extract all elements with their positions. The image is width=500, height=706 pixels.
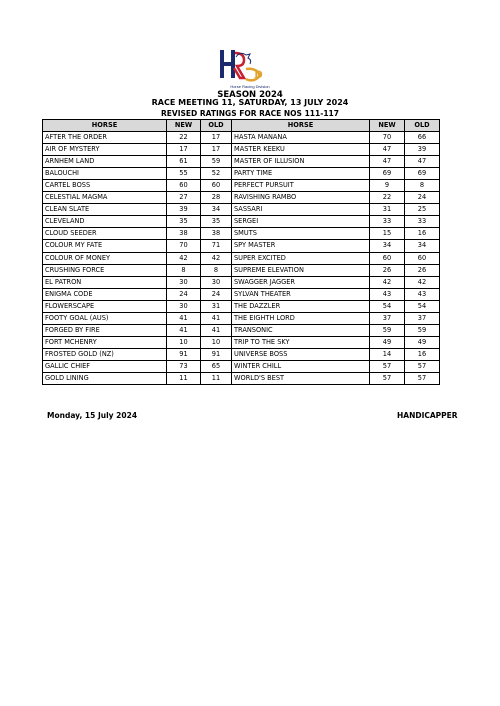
old-rating-left: 11 — [201, 372, 232, 384]
horse-name-left: ARNHEM LAND — [43, 156, 167, 168]
old-rating-right: 49 — [405, 336, 440, 348]
old-rating-left: 41 — [201, 324, 232, 336]
horse-name-right: MASTER KEEKU — [232, 144, 370, 156]
old-rating-left: 28 — [201, 192, 232, 204]
horse-name-right: MASTER OF ILLUSION — [232, 156, 370, 168]
old-rating-left: 38 — [201, 228, 232, 240]
old-rating-left: 41 — [201, 312, 232, 324]
horse-name-left: COLOUR MY FATE — [43, 240, 167, 252]
old-rating-right: 42 — [405, 276, 440, 288]
new-rating-right: 60 — [370, 252, 405, 264]
table-row — [43, 132, 440, 144]
horse-name-left: GALLIC CHIEF — [43, 360, 167, 372]
table-row — [43, 312, 440, 324]
meeting-title: RACE MEETING 11, SATURDAY, 13 JULY 2024 — [151, 98, 349, 107]
column-header-old-right: OLD — [405, 120, 440, 132]
horse-name-left: ENIGMA CODE — [43, 288, 167, 300]
new-rating-right: 42 — [370, 276, 405, 288]
horse-name-right: TRIP TO THE SKY — [232, 336, 370, 348]
old-rating-right: 43 — [405, 288, 440, 300]
new-rating-right: 47 — [370, 156, 405, 168]
horse-name-right: SWAGGER JAGGER — [232, 276, 370, 288]
old-rating-left: 91 — [201, 348, 232, 360]
column-header-new-right: NEW — [370, 120, 405, 132]
old-rating-left: 52 — [201, 168, 232, 180]
horse-name-left: BALOUCHI — [43, 168, 167, 180]
horse-name-right: SASSARI — [232, 204, 370, 216]
table-row — [43, 288, 440, 300]
horse-name-left: COLOUR OF MONEY — [43, 252, 167, 264]
old-rating-left: 17 — [201, 144, 232, 156]
season-title: SEASON 2024 — [217, 90, 283, 100]
new-rating-right: 37 — [370, 312, 405, 324]
table-row — [43, 216, 440, 228]
old-rating-left: 35 — [201, 216, 232, 228]
new-rating-left: 11 — [167, 372, 201, 384]
old-rating-left: 34 — [201, 204, 232, 216]
old-rating-right: 57 — [405, 372, 440, 384]
table-row — [43, 156, 440, 168]
table-row — [43, 252, 440, 264]
new-rating-left: 41 — [167, 324, 201, 336]
horse-name-right: WORLD'S BEST — [232, 372, 370, 384]
column-header-horse-left: HORSE — [43, 120, 167, 132]
horse-name-left: CELESTIAL MAGMA — [43, 192, 167, 204]
new-rating-right: 31 — [370, 204, 405, 216]
horse-name-right: UNIVERSE BOSS — [232, 348, 370, 360]
old-rating-right: 16 — [405, 228, 440, 240]
table-row — [43, 300, 440, 312]
column-header-new-left: NEW — [167, 120, 201, 132]
new-rating-right: 47 — [370, 144, 405, 156]
table-row — [43, 240, 440, 252]
new-rating-left: 73 — [167, 360, 201, 372]
new-rating-right: 57 — [370, 372, 405, 384]
old-rating-right: 33 — [405, 216, 440, 228]
horse-name-right: SUPER EXCITED — [232, 252, 370, 264]
old-rating-right: 47 — [405, 156, 440, 168]
horse-name-left: FLOWERSCAPE — [43, 300, 167, 312]
horse-name-left: CLEVELAND — [43, 216, 167, 228]
table-row — [43, 336, 440, 348]
column-header-old-left: OLD — [201, 120, 232, 132]
horse-name-right: HASTA MANANA — [232, 132, 370, 144]
horse-name-left: EL PATRON — [43, 276, 167, 288]
old-rating-right: 8 — [405, 180, 440, 192]
new-rating-right: 70 — [370, 132, 405, 144]
new-rating-right: 34 — [370, 240, 405, 252]
horse-name-right: TRANSONIC — [232, 324, 370, 336]
table-row — [43, 324, 440, 336]
new-rating-left: 55 — [167, 168, 201, 180]
table-row — [43, 360, 440, 372]
new-rating-right: 22 — [370, 192, 405, 204]
new-rating-left: 91 — [167, 348, 201, 360]
new-rating-right: 49 — [370, 336, 405, 348]
old-rating-left: 24 — [201, 288, 232, 300]
old-rating-left: 17 — [201, 132, 232, 144]
old-rating-right: 59 — [405, 324, 440, 336]
horse-name-right: SUPREME ELEVATION — [232, 264, 370, 276]
horse-name-right: SMUTS — [232, 228, 370, 240]
horse-name-right: SERGEI — [232, 216, 370, 228]
handicapper-signature: HANDICAPPER — [397, 411, 458, 420]
logo-caption: Horse Racing Division — [230, 84, 270, 89]
horse-name-left: CLEAN SLATE — [43, 204, 167, 216]
old-rating-left: 42 — [201, 252, 232, 264]
old-rating-left: 10 — [201, 336, 232, 348]
new-rating-right: 15 — [370, 228, 405, 240]
table-row — [43, 144, 440, 156]
table-row — [43, 348, 440, 360]
old-rating-right: 34 — [405, 240, 440, 252]
old-rating-right: 54 — [405, 300, 440, 312]
new-rating-left: 70 — [167, 240, 201, 252]
horse-name-left: AIR OF MYSTERY — [43, 144, 167, 156]
table-row — [43, 264, 440, 276]
old-rating-right: 24 — [405, 192, 440, 204]
new-rating-left: 61 — [167, 156, 201, 168]
report-date: Monday, 15 July 2024 — [47, 411, 138, 420]
old-rating-left: 71 — [201, 240, 232, 252]
old-rating-right: 37 — [405, 312, 440, 324]
new-rating-left: 38 — [167, 228, 201, 240]
old-rating-left: 31 — [201, 300, 232, 312]
old-rating-left: 60 — [201, 180, 232, 192]
svg-text:D: D — [254, 70, 263, 81]
new-rating-right: 14 — [370, 348, 405, 360]
new-rating-right: 26 — [370, 264, 405, 276]
ratings-body — [43, 132, 440, 385]
horse-name-right: WINTER CHILL — [232, 360, 370, 372]
hrd-logo — [216, 47, 270, 85]
old-rating-left: 59 — [201, 156, 232, 168]
table-row — [43, 168, 440, 180]
horse-name-left: FOOTY GOAL (AUS) — [43, 312, 167, 324]
new-rating-right: 69 — [370, 168, 405, 180]
old-rating-left: 8 — [201, 264, 232, 276]
old-rating-right: 16 — [405, 348, 440, 360]
new-rating-left: 39 — [167, 204, 201, 216]
new-rating-left: 42 — [167, 252, 201, 264]
new-rating-left: 10 — [167, 336, 201, 348]
new-rating-left: 30 — [167, 276, 201, 288]
new-rating-left: 60 — [167, 180, 201, 192]
column-header-horse-right: HORSE — [232, 120, 370, 132]
table-row — [43, 276, 440, 288]
horse-name-left: FORGED BY FIRE — [43, 324, 167, 336]
horse-name-right: PARTY TIME — [232, 168, 370, 180]
table-row — [43, 192, 440, 204]
table-row — [43, 228, 440, 240]
table-row — [43, 372, 440, 384]
old-rating-right: 25 — [405, 204, 440, 216]
old-rating-right: 57 — [405, 360, 440, 372]
horse-name-left: FROSTED GOLD (NZ) — [43, 348, 167, 360]
new-rating-left: 22 — [167, 132, 201, 144]
new-rating-left: 30 — [167, 300, 201, 312]
new-rating-left: 8 — [167, 264, 201, 276]
old-rating-left: 30 — [201, 276, 232, 288]
horse-name-right: PERFECT PURSUIT — [232, 180, 370, 192]
horse-name-right: THE EIGHTH LORD — [232, 312, 370, 324]
table-header-row — [43, 120, 440, 132]
new-rating-right: 9 — [370, 180, 405, 192]
horse-name-left: GOLD LINING — [43, 372, 167, 384]
horse-name-left: CRUSHING FORCE — [43, 264, 167, 276]
table-row — [43, 180, 440, 192]
horse-name-right: SPY MASTER — [232, 240, 370, 252]
new-rating-right: 43 — [370, 288, 405, 300]
new-rating-right: 33 — [370, 216, 405, 228]
ratings-table — [42, 119, 440, 385]
table-row — [43, 204, 440, 216]
old-rating-left: 65 — [201, 360, 232, 372]
horse-name-right: RAVISHING RAMBO — [232, 192, 370, 204]
new-rating-right: 54 — [370, 300, 405, 312]
new-rating-left: 17 — [167, 144, 201, 156]
horse-name-left: CARTEL BOSS — [43, 180, 167, 192]
horse-name-right: SYLVAN THEATER — [232, 288, 370, 300]
new-rating-left: 35 — [167, 216, 201, 228]
revised-title: REVISED RATINGS FOR RACE NOS 111-117 — [161, 109, 339, 118]
new-rating-right: 57 — [370, 360, 405, 372]
old-rating-right: 69 — [405, 168, 440, 180]
old-rating-right: 66 — [405, 132, 440, 144]
new-rating-left: 24 — [167, 288, 201, 300]
new-rating-left: 41 — [167, 312, 201, 324]
horse-name-right: THE DAZZLER — [232, 300, 370, 312]
horse-name-left: FORT MCHENRY — [43, 336, 167, 348]
old-rating-right: 60 — [405, 252, 440, 264]
horse-name-left: AFTER THE ORDER — [43, 132, 167, 144]
horse-name-left: CLOUD SEEDER — [43, 228, 167, 240]
new-rating-right: 59 — [370, 324, 405, 336]
old-rating-right: 39 — [405, 144, 440, 156]
new-rating-left: 27 — [167, 192, 201, 204]
old-rating-right: 26 — [405, 264, 440, 276]
